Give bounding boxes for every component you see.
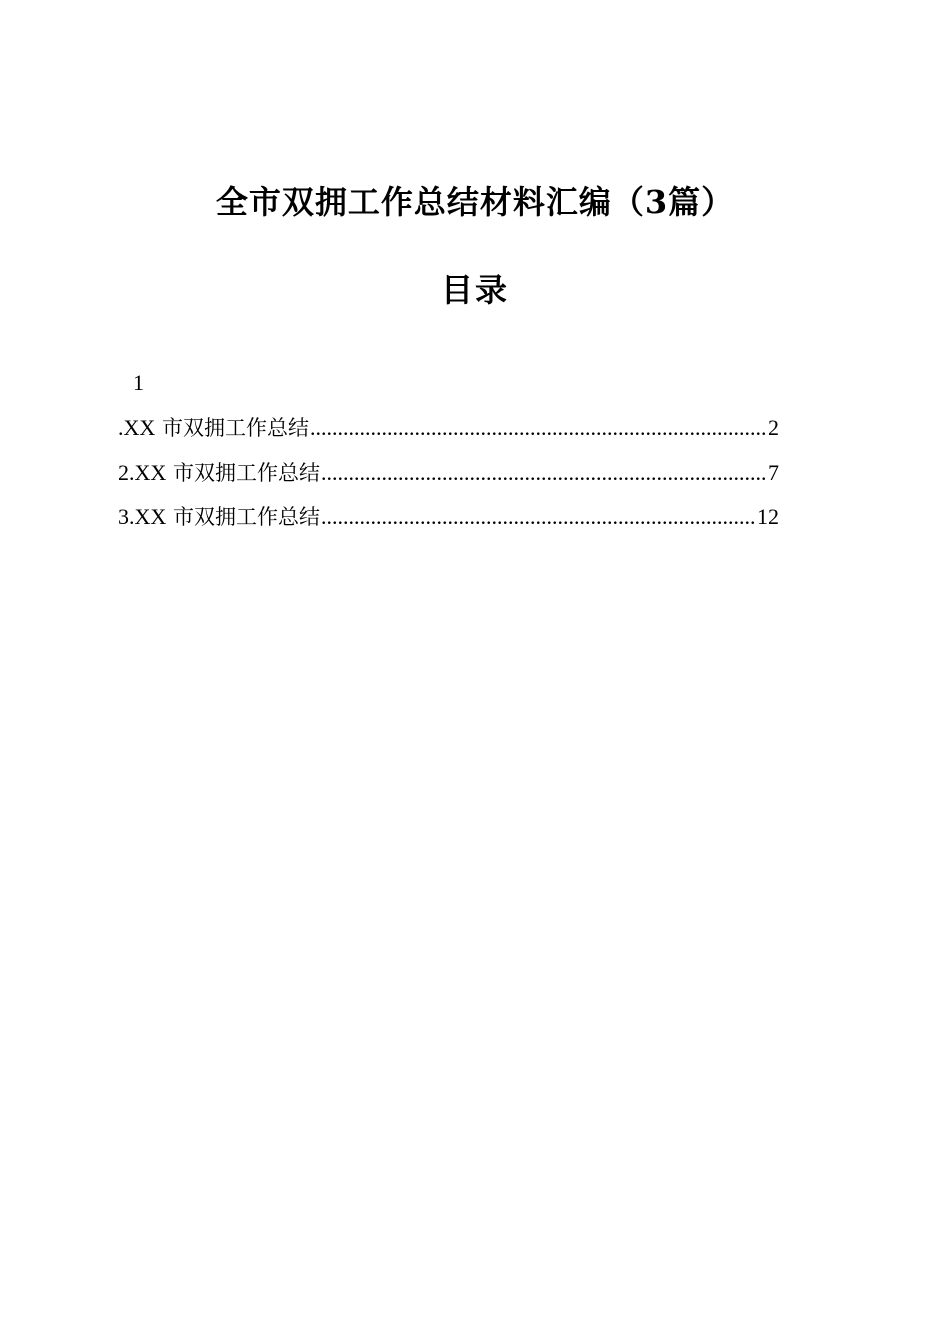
toc-entry-page: 2 xyxy=(768,415,779,440)
toc-entry-1[interactable] xyxy=(118,411,779,456)
toc-entry-prefix: .XX xyxy=(118,415,156,440)
toc-entry-text: 市双拥工作总结 xyxy=(166,460,320,485)
table-of-contents xyxy=(118,411,779,545)
toc-stray-number: 1 xyxy=(133,370,144,395)
toc-entry-3[interactable] xyxy=(118,500,779,545)
toc-dot-leader xyxy=(310,411,767,445)
toc-entry-title xyxy=(118,411,309,445)
document-title: 全市双拥工作总结材料汇编（3篇） xyxy=(215,183,735,221)
toc-entry-title xyxy=(118,456,320,490)
toc-entry-title xyxy=(118,500,320,534)
toc-entry-text: 市双拥工作总结 xyxy=(155,416,309,440)
toc-heading: 目录 xyxy=(440,271,509,309)
toc-dot-leader xyxy=(321,500,756,534)
toc-entry-prefix: 2.XX xyxy=(118,459,167,485)
toc-entry-page: 7 xyxy=(768,459,779,485)
toc-dot-leader xyxy=(321,456,767,490)
toc-entry-prefix: 3.XX xyxy=(118,504,167,529)
toc-entry-page: 12 xyxy=(757,504,779,529)
toc-entry-text: 市双拥工作总结 xyxy=(166,505,320,529)
toc-entry-2[interactable] xyxy=(118,456,779,501)
